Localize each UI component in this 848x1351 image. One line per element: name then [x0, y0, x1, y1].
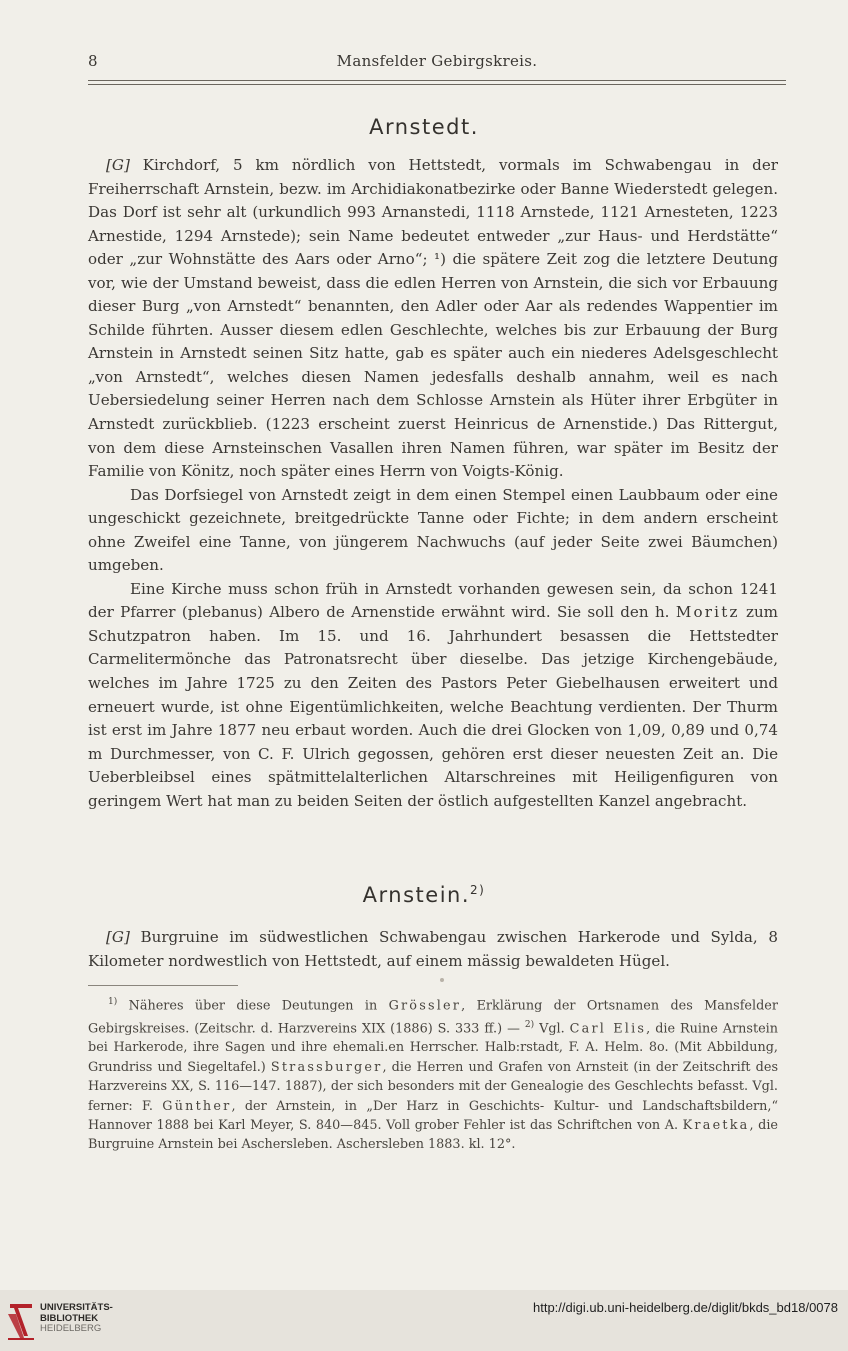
viewer-footer [0, 1290, 848, 1351]
paragraph [88, 484, 778, 578]
paragraph-text: Das Dorfsiegel von Arnstedt zeigt in dem einen Stempel einen Laubbaum oder eine ungeschickt gezeichnete, breitgedrückte Tanne oder Fichte; in dem andern erscheint ohne Zweifel eine Tanne, von jüngerem Nachwuchs (auf jeder Seite zwei Bäumchen) umgeben. [88, 485, 778, 575]
scan-speck [440, 978, 444, 982]
footnotes [88, 993, 778, 1155]
paragraph-text: Kirchdorf, 5 km nördlich von Hettstedt, vormals im Schwabengau in der Freiherrschaft Arnstein, bezw. im Archidiakonatbezirke oder Banne Wiederstedt gelegen. Das Dorf ist sehr alt (urkundlich 993 Arnanstedi, 1118 Arnstede, 1121 Arnesteten, 1223 Arnestide, 1294 Arnstede); sein Name bedeutet entweder „zur Haus- und Herdstätte“ oder „zur Wohnstätte des Aars oder Arno“; ¹) die spätere Zeit zog die letztere Deutung vor, wie der Umstand beweist, dass die edlen Herren von Arnstein, die sich vor Erbauung dieser Burg „von Arnstedt“ benannten, den Adler oder Aar als redendes Wappentier im Schilde führten. Ausser diesem edlen Geschlechte, welches bis zur Erbauung der Burg Arnstein in Arnstedt seinen Sitz hatte, gab es später auch ein niederes Adelsgeschlecht „von Arnstedt“, welches diesen Namen jedesfalls deshalb annahm, weil es nach Uebersiedelung seiner Herren nach dem Schlosse Arnstein als Hüter ihrer Erbgüter in Arnstedt zurückblieb. (1223 erscheint zuerst Heinricus de Arnenstide.) Das Rittergut, von dem diese Arnsteinschen Vasallen ihren Namen führen, war später im Besitz der Familie von Könitz, noch später eines Herrn von Voigts-König. [88, 156, 778, 481]
permalink-url[interactable]: http://digi.ub.uni-heidelberg.de/diglit/bkds_bd18/0078 [532, 1300, 838, 1315]
footnote-text: , die Ruine Arnstein bei Harkerode, ihre Sagen und ihre ehemali.en Herrscher. Halb:rstadt, F. A. Helm. 8o. (Mit Abbildung, Grundriss und Siegeltafel.) [88, 1020, 778, 1075]
author-name: Kraetka [682, 1117, 750, 1133]
section-body-arnstedt [88, 154, 778, 813]
paragraph [88, 578, 778, 813]
library-name-line: UNIVERSITÄTS- [40, 1302, 113, 1313]
header-rule-top [88, 80, 786, 81]
footnote-text: , der Arnstein, in „Der Harz in Geschichts- Kultur- und Landschaftsbildern,“ Hannover 1888 bei Karl Meyer, S. 840—845. Voll grober Fehler ist das Schriftchen von A. [88, 1098, 778, 1133]
paragraph-text: Eine Kirche muss schon früh in Arnstedt vorhanden gewesen sein, da schon 1241 der Pfarrer (plebanus) Albero de Arnenstide erwähnt wird. Sie soll den h. [88, 579, 778, 622]
footnote-rule [88, 985, 238, 986]
section-title-arnstedt: Arnstedt. [369, 115, 479, 139]
paragraph-text: zum Schutzpatron haben. Im 15. und 16. Jahrhundert besassen die Hettstedter Carmelitermönche das Patronatsrecht über dieselbe. Das jetzige Kirchengebäude, welches im Jahre 1725 zu den Zeiten des Pastors Peter Giebelhausen erweitert und erneuert wurde, ist ohne Eigentümlichkeiten, welche Beachtung verdienten. Der Thurm ist erst im Jahre 1877 neu erbaut worden. Auch die drei Glocken von 1,09, 0,89 und 0,74 m Durchmesser, von C. F. Ulrich gegossen, gehören erst dieser neuesten Zeit an. Die Ueberbleibsel eines spätmittelalterlichen Altarschreines mit Heiligenfiguren von geringem Wert hat man zu beiden Seiten der östlich aufgestellten Kanzel angebracht. [88, 603, 778, 810]
author-name: Strassburger [270, 1059, 383, 1075]
source-tag: [G] [106, 928, 130, 946]
footnote-mark: 1) [108, 997, 118, 1007]
paragraph [88, 926, 778, 973]
saint-name: Moritz [675, 603, 740, 622]
footnote [88, 993, 778, 1155]
library-logo-icon[interactable] [6, 1298, 36, 1342]
footnote-text: , die Herren und Grafen von Arnsteit (in der Zeitschrift des Harzvereins XX, S. 116—147. 1887), der sich besonders mit der Genealogie des Geschlechts befasst. Vgl. ferner: F. [88, 1059, 779, 1114]
footnote-mark: 2) [524, 1019, 535, 1030]
author-name: Günther [162, 1098, 232, 1114]
running-header [88, 52, 786, 74]
section-title-text: Arnstein. [362, 883, 471, 907]
footnote-ref: 2) [470, 883, 486, 897]
footnote-text: , Erklärung der Ortsnamen des Mansfelder Gebirgskreises. (Zeitschr. d. Harzvereins XIX (1886) S. 333 ff.) — [88, 998, 778, 1036]
source-tag: [G] [106, 156, 130, 174]
author-name: Grössler [388, 998, 462, 1014]
library-name-line: HEIDELBERG [40, 1323, 102, 1334]
paragraph-text: Burgruine im südwestlichen Schwabengau zwischen Harkerode und Sylda, 8 Kilometer nordwestlich von Hettstedt, auf einem mässig bewaldeten Hügel. [88, 928, 778, 970]
author-name: Carl Elis [569, 1020, 647, 1036]
section-title-arnstein [0, 883, 848, 907]
paragraph [88, 154, 778, 484]
footnote-text: Vgl. [534, 1020, 570, 1036]
section-body-arnstein [88, 926, 778, 973]
library-name[interactable] [40, 1303, 113, 1335]
footnote-text: , die Burgruine Arnstein bei Aschersleben. Aschersleben 1883. kl. 12°. [88, 1117, 778, 1153]
footnote-text: Näheres über diese Deutungen in [128, 998, 389, 1014]
header-rule-bottom [88, 84, 786, 85]
page-number: 8 [88, 52, 98, 70]
running-title: Mansfelder Gebirgskreis. [336, 52, 538, 70]
library-name-line: BIBLIOTHEK [40, 1312, 99, 1324]
